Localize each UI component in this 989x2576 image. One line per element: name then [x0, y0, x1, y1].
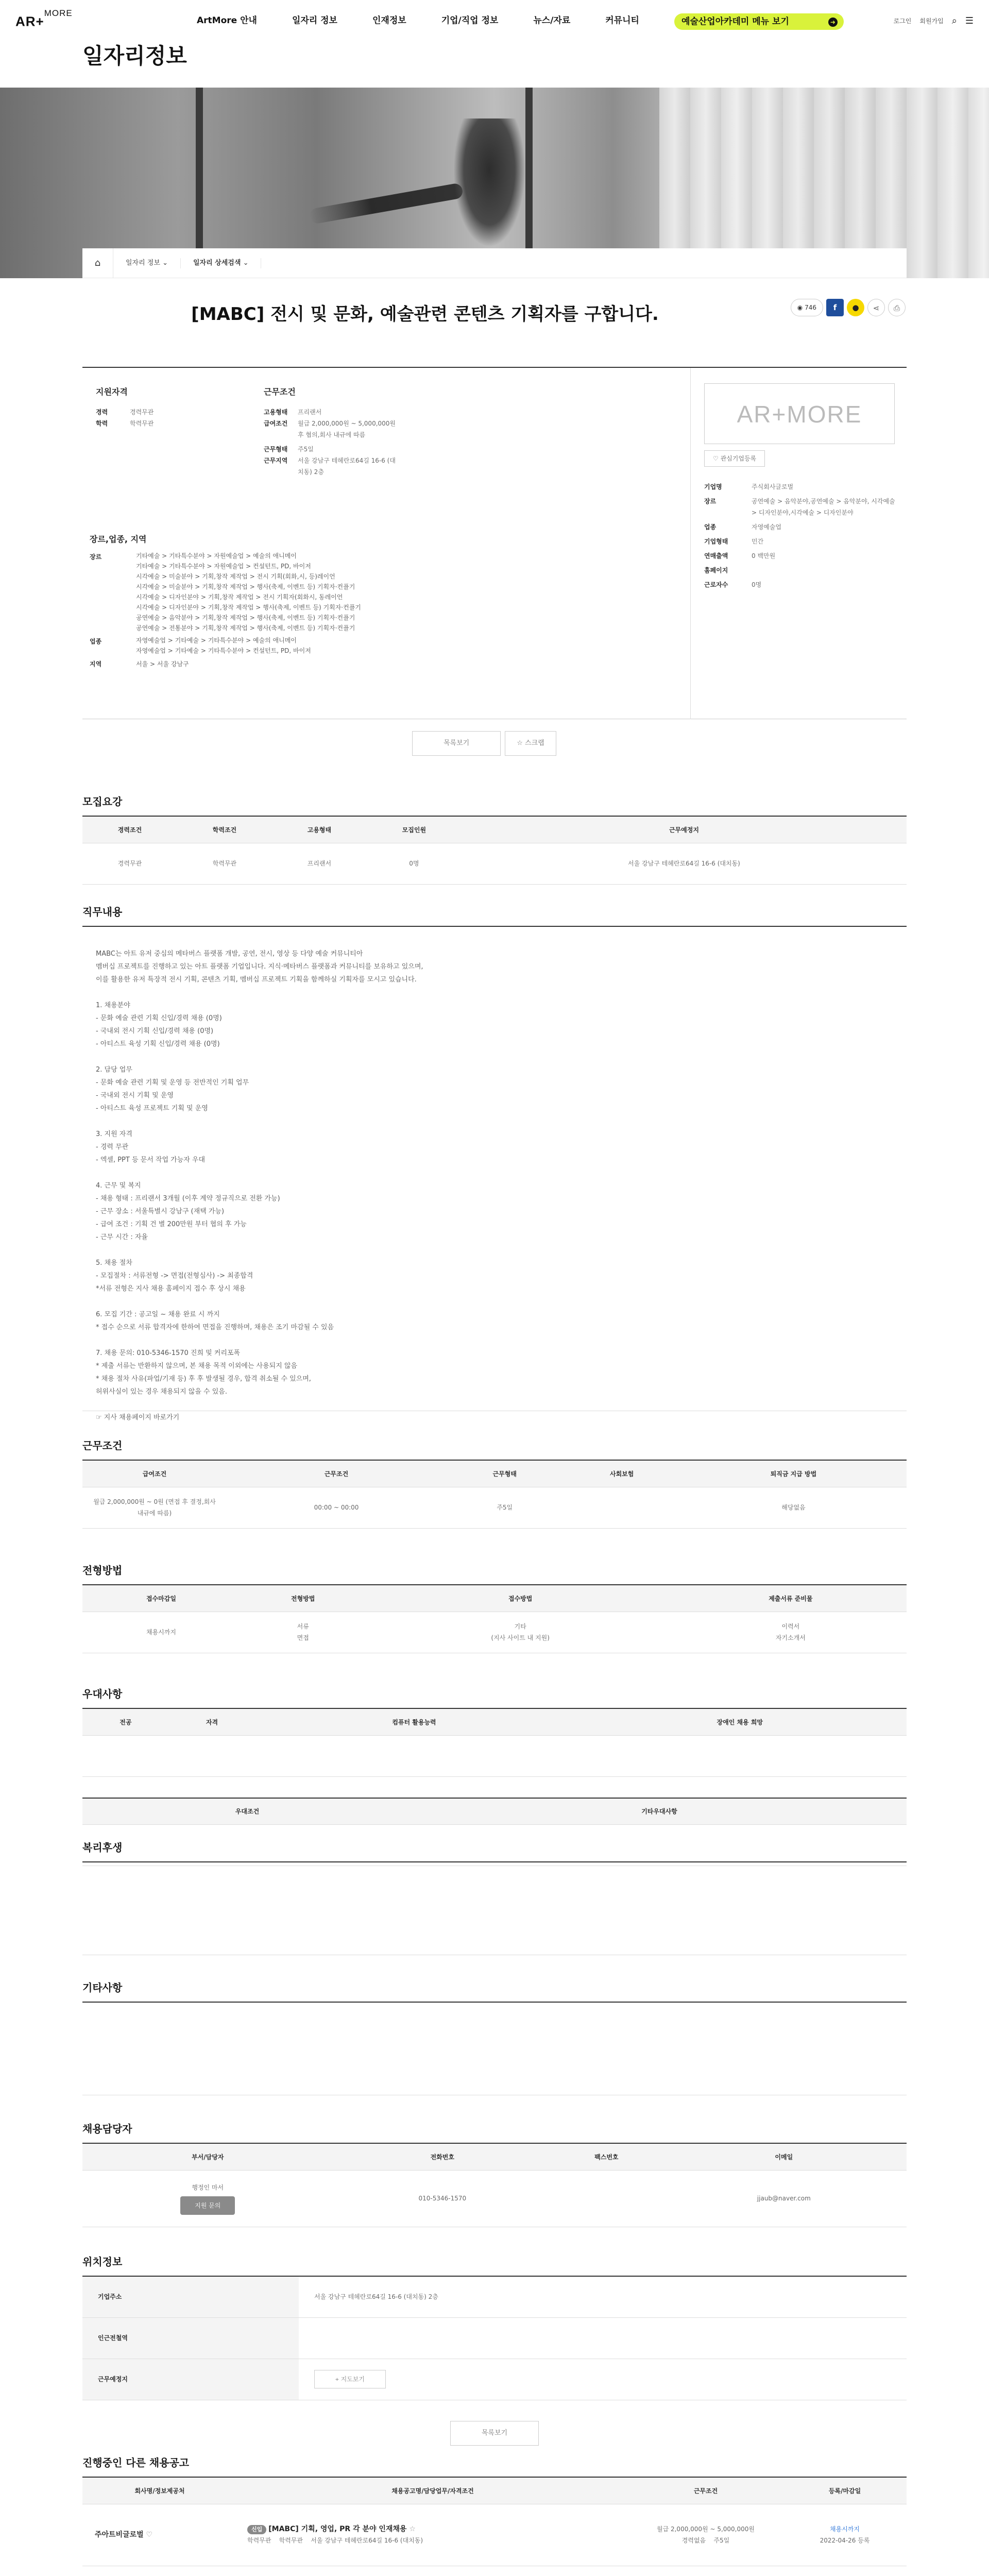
table-header: 전화번호 — [333, 2143, 552, 2170]
welfare-content — [82, 1862, 907, 1955]
table-header: 급여조건 — [82, 1460, 227, 1487]
table-header: 회사명/정보제공처 — [82, 2477, 237, 2504]
fav-company-button[interactable]: ♡ 관심기업등록 — [704, 450, 765, 467]
section-title: 채용담당자 — [82, 2123, 132, 2135]
company-info-row: 업종 자영예술업 — [704, 523, 781, 531]
section-title: 직무내용 — [82, 906, 123, 918]
table-row: 근무예정지 ⌖ 지도보기 — [82, 2359, 907, 2400]
table-header: 고용형태 — [272, 816, 367, 843]
other-job-status: 채용시까지 — [830, 2526, 860, 2533]
list-button-bottom[interactable]: 목록보기 — [450, 2421, 539, 2446]
table-header: 장애인 채용 희망 — [573, 1708, 907, 1735]
heart-icon: ♡ — [713, 455, 719, 462]
table-header: 근무조건 — [628, 2477, 783, 2504]
nav-item-artmore[interactable]: ArtMore 안내 — [197, 15, 257, 26]
duties-section — [82, 904, 907, 1421]
table-row: 월급 2,000,000원 ~ 0원 (면접 후 결정,회사 내규에 따름) 00:00 ~ 00:00 주5일 해당없음 — [82, 1487, 907, 1528]
main-nav — [197, 13, 844, 30]
company-info-row: 기업형태 민간 — [704, 538, 764, 545]
nav-item-community[interactable]: 커뮤니티 — [605, 15, 639, 26]
home-icon[interactable]: ⌂ — [82, 248, 113, 278]
days-row: 근무형태 주5일 — [264, 446, 314, 453]
facebook-share-icon[interactable]: f — [826, 299, 844, 316]
nav-item-jobs[interactable]: 일자리 정보 — [292, 15, 337, 26]
other-jobs-section — [82, 2454, 907, 2566]
manager-phone: 010-5346-1570 — [333, 2170, 552, 2227]
company-info-row: 홈페이지 — [704, 567, 728, 574]
process-section — [82, 1562, 907, 1653]
share-bar — [791, 299, 906, 316]
section-title: 모집요강 — [82, 795, 123, 808]
type-row: 고용형태 프리랜서 — [264, 409, 322, 416]
section-title: 진행중인 다른 채용공고 — [82, 2456, 190, 2469]
chevron-down-icon: ⌄ — [162, 259, 168, 267]
table-header: 제출서류 준비물 — [675, 1585, 907, 1612]
conditions-heading: 근무조건 — [264, 387, 296, 397]
arrow-right-icon: ➜ — [828, 18, 838, 27]
action-buttons — [412, 731, 556, 756]
table-row: 채용시까지 서류 면접 기타 (지사 사이트 내 지원) 이력서 자기소개서 — [82, 1612, 907, 1653]
recruit-section — [82, 793, 907, 885]
genre-list: 기타예술 > 기타특수분야 > 자원예술업 > 예술의 애니메이 기타예술 > 기타특수분야 > 자원예술업 > 컨설턴트, PD, 바이저 시각예술 > 미술분야 > 기획,창작 제작업 > 전시 기획(회화,시, 등)레이언 시각예술 > 미술분야 > 기획,창작 제작업 > 행사(축제, 이벤트 등) 기획자·컨플기 시각예술 > 디자인분야 > 기획,창작 제작업 > 전시 기획자(회화시, 동레이언 시각예술 > 디자인분야 > 기획,창작 제작업 > 행사(축제, 이벤트 등) 기획자·컨플기 공연예술 > 음악분야 > 기획,창작 제작업 > 행사(축제, 이벤트 등) 기획자·컨플기 공연예술 > 전통분야 > 기획,창작 제작업 > 행사(축제, 이벤트 등) 기획자·컨플기 — [136, 552, 361, 632]
table-header: 전형방법 — [240, 1585, 366, 1612]
table-header: 우대조건 — [82, 1798, 412, 1825]
eye-icon: ◉ — [797, 304, 803, 311]
hero-dancer — [453, 118, 525, 247]
conditions-block — [264, 385, 434, 478]
breadcrumb-level1[interactable]: 일자리 정보 ⌄ — [113, 258, 181, 268]
table-header: 경력조건 — [82, 816, 177, 843]
table-header: 팩스번호 — [552, 2143, 661, 2170]
work-conditions-table — [82, 1460, 907, 1529]
industry-row: 업종 자영예술업 > 기타예술 > 기타특수분야 > 예술의 애니메이 자영예술업 > 기타예술 > 기타특수분야 > 컨설턴트, PD, 바이저 — [90, 637, 311, 654]
company-info-row: 연매출액 0 백만원 — [704, 552, 776, 560]
company-logo: AR+MORE — [704, 383, 895, 444]
nav-item-company[interactable]: 기업/직업 정보 — [441, 15, 499, 26]
table-header: 등록/마감일 — [783, 2477, 907, 2504]
company-info-row: 기업명 주식회사글로벌 — [704, 483, 794, 490]
breadcrumb-level2[interactable]: 일자리 상세검색 ⌄ — [181, 258, 261, 268]
section-title: 근무조건 — [82, 1439, 123, 1452]
scrap-button[interactable]: ☆ 스크랩 — [505, 731, 556, 756]
nav-item-talent[interactable]: 인재정보 — [372, 15, 406, 26]
table-header: 기타우대사항 — [412, 1798, 907, 1825]
academy-menu-button[interactable]: 예술산업아카데미 메뉴 보기 ➜ — [674, 13, 844, 30]
heart-icon[interactable]: ♡ — [146, 2531, 153, 2539]
etc-content — [82, 2003, 907, 2095]
location-table — [82, 2276, 907, 2400]
table-header: 접수방법 — [366, 1585, 675, 1612]
other-job-pay: 월급 2,000,000원 ~ 5,000,000원 — [656, 2526, 755, 2533]
welfare-section — [82, 1839, 907, 1955]
pin-icon: ⌖ — [335, 2376, 339, 2383]
table-header: 부서/담당자 — [82, 2143, 333, 2170]
share-icon[interactable]: ⋖ — [867, 299, 885, 316]
manager-table — [82, 2143, 907, 2227]
table-header: 채용공고명/담당업무/자격조건 — [237, 2477, 628, 2504]
table-row — [82, 1735, 907, 1776]
company-panel — [690, 368, 907, 719]
manager-fax — [552, 2170, 661, 2227]
table-header: 학력조건 — [177, 816, 272, 843]
table-header: 자격 — [169, 1708, 255, 1735]
table-row: 기업주소 서울 강남구 테헤란로64길 16-6 (대치동) 2층 — [82, 2276, 907, 2317]
site-logo[interactable]: AR+$^{MORE}$ — [15, 8, 73, 29]
table-header: 사회보험 — [563, 1460, 680, 1487]
company-info — [704, 481, 900, 594]
section-title: 복리후생 — [82, 1841, 123, 1854]
career-row: 경력 경력무관 — [96, 409, 154, 416]
chevron-down-icon: ⌄ — [243, 259, 249, 267]
breadcrumb — [82, 248, 907, 278]
kakao-share-icon[interactable]: ● — [847, 299, 864, 316]
hamburger-menu-icon[interactable]: ☰ — [965, 15, 974, 26]
company-info-row: 근로자수 0명 — [704, 581, 762, 588]
table-row — [82, 2170, 907, 2227]
genre-block — [90, 533, 677, 670]
company-info-row: 장르 공연예술 > 음악분야,공연예술 > 음악분야, 시각예술 > 디자인분야,시각예술 > 디자인분야 — [704, 498, 895, 516]
view-count: ◉ 746 — [791, 299, 823, 316]
manager-email[interactable]: jjaub@naver.com — [661, 2170, 907, 2227]
job-title: [MABC] 전시 및 문화, 예술관련 콘텐츠 기획자를 구합니다. — [191, 304, 659, 325]
work-conditions-section — [82, 1437, 907, 1529]
location-section — [82, 2253, 907, 2446]
region-row: 지역 서울 > 서울 강남구 — [90, 660, 189, 668]
apply-inquiry-button[interactable]: 지원 문의 — [180, 2196, 235, 2215]
print-icon[interactable]: ⎙ — [888, 299, 906, 316]
other-jobs-table — [82, 2477, 907, 2566]
other-job-date: 2022-04-26 등록 — [820, 2537, 870, 2544]
etc-section — [82, 1979, 907, 2095]
table-header: 이메일 — [661, 2143, 907, 2170]
section-title: 기타사항 — [82, 1981, 123, 1994]
star-icon: ☆ — [517, 739, 523, 747]
genre-row: 장르 기타예술 > 기타특수분야 > 자원예술업 > 예술의 애니메이 기타예술 > 기타특수분야 > 자원예술업 > 컨설턴트, PD, 바이저 시각예술 > 미술분야 > 기획,창작 제작업 > 전시 기획(회화,시, 등)레이언 시각예술 > 미술분야 > 기획,창작 제작업 > 행사(축제, 이벤트 등) 기획자·컨플기 시각예술 > 디자인분야 > 기획,창작 제작업 > 전시 기획자(회화시, 동레이언 시각예술 > 디자인분야 > 기획,창작 제작업 > 행사(축제, 이벤트 등) 기획자·컨플기 공연예술 > 음악분야 > 기획,창작 제작업 > 행사(축제, 이벤트 등) 기획자·컨플기 공연예술 > 전통분야 > 기획,창작 제작업 > 행사(축제, 이벤트 등) 기획자·컨플기 — [90, 551, 677, 633]
section-title: 우대사항 — [82, 1688, 123, 1700]
qualification-heading: 지원자격 — [96, 387, 128, 397]
job-summary — [82, 367, 907, 719]
manager-section — [82, 2121, 907, 2227]
page-title: 일자리정보 — [82, 43, 187, 69]
manager-dept: 행정인 마서 — [192, 2184, 224, 2191]
util-menu — [894, 15, 974, 26]
list-button[interactable]: 목록보기 — [412, 731, 501, 756]
other-job-title-row[interactable]: 신입 [MABC] 기획, 영업, PR 각 분야 인재채용 ☆ — [247, 2523, 628, 2535]
table-header: 근무예정지 — [462, 816, 907, 843]
site-header — [0, 0, 989, 41]
login-link[interactable]: 로그인 — [893, 18, 912, 25]
other-job-meta: 학력무관 학력무관 서울 강남구 테헤란로64길 16-6 (대치동) — [247, 2537, 423, 2544]
area-row: 근무지역 서울 강남구 테헤란로64길 16-6 (대치동) 2층 — [264, 457, 396, 476]
search-icon[interactable]: ⌕ — [951, 15, 957, 26]
table-header: 모집인원 — [367, 816, 462, 843]
section-title: 전형방법 — [82, 1564, 123, 1577]
table-header: 근무형태 — [446, 1460, 563, 1487]
map-button[interactable]: ⌖ 지도보기 — [314, 2370, 386, 2388]
star-icon[interactable]: ☆ — [409, 2525, 416, 2533]
duties-text: MABC는 아트 유저 중심의 메타버스 플랫폼 개발, 공연, 전시, 영상 등 다양 예술 커뮤니티아 멤버십 프로젝트를 진행하고 있는 아트 플랫폼 기업입니다. 지식·메타버스 플랫폼과 커뮤니티를 보유하고 있으며, 이를 활용한 유저 특장적 전시 기획, 콘텐츠 기획, 멤버십 프로젝트 기획을 함께하실 기획자를 모시고 있습니다. 1. 채용분야 - 문화 예술 관련 기획 신입/경력 채용 (0명) - 국내외 전시 기획 신입/경력 채용 (0명) - 아티스트 육성 기획 신입/경력 채용 (0명) 2. 담당 업무 - 문화 예술 관련 기획 및 운영 등 전반적인 기획 업무 - 국내외 전시 기획 및 운영 - 아티스트 육성 프로젝트 기획 및 운영 3. 지원 자격 - 경력 무관 - 엑셀, PPT 등 문서 작업 가능자 우대 4. 근무 및 복지 - 채용 형태 : 프리랜서 3개월 (이후 계약 정규직으로 전환 가능) - 근무 장소 : 서울특별시 강남구 (재택 가능) - 급여 조건 : 기획 건 별 200만원 부터 협의 후 가능 - 근무 시간 : 자율 5. 채용 절차 - 모집절차 : 서류전형 -> 면접(전형심사) -> 최종합격 *서류 전형은 지사 채용 홈페이지 접수 후 상시 채용 6. 모집 기간 : 공고일 ~ 채용 완료 시 까지 * 접수 순으로 서류 합격자에 한하여 면접을 진행하며, 채용은 조기 마감될 수 있음 7. 채용 문의: 010-5346-1570 진희 및 커리포폭 * 제출 서류는 반환하지 않으며, 본 채용 목적 이외에는 사용되지 않음 * 채용 절차 사유(파업/기재 등) 후 후 발생될 경우, 합격 취소될 수 있으며, 허위사실이 있는 경우 채용되지 않을 수 있음. ☞ 지사 채용페이지 바로가기 — [82, 927, 907, 1411]
pay-row: 급여조건 월급 2,000,000원 ~ 5,000,000원 후 협의,회사 내규에 따름 — [264, 420, 396, 438]
edu-row: 학력 학력무관 — [96, 420, 154, 427]
other-job-company[interactable]: 주아트비글로벌 — [95, 2531, 144, 2539]
table-header: 근무조건 — [227, 1460, 446, 1487]
hero-dancer-leg — [309, 182, 464, 225]
table-header: 접수마감일 — [82, 1585, 240, 1612]
table-header: 전공 — [82, 1708, 169, 1735]
qualification-block — [96, 385, 154, 429]
preference-table — [82, 1708, 907, 1777]
process-table — [82, 1584, 907, 1653]
table-row: 인근전철역 — [82, 2317, 907, 2359]
table-row — [82, 2504, 907, 2566]
section-title: 위치정보 — [82, 2256, 123, 2268]
table-row: 경력무관 학력무관 프리랜서 0명 서울 강남구 테헤란로64길 16-6 (대치동) — [82, 843, 907, 884]
nav-item-news[interactable]: 뉴스/자료 — [533, 15, 571, 26]
other-job-pay2: 경력없음 주5일 — [681, 2537, 730, 2544]
recruit-table — [82, 816, 907, 885]
table-header: 컴퓨터 활용능력 — [255, 1708, 573, 1735]
join-link[interactable]: 회원가입 — [919, 18, 944, 25]
genre-heading: 장르,업종, 지역 — [90, 534, 147, 544]
table-header: 퇴직금 지급 방법 — [680, 1460, 907, 1487]
job-tag: 신입 — [247, 2525, 266, 2534]
